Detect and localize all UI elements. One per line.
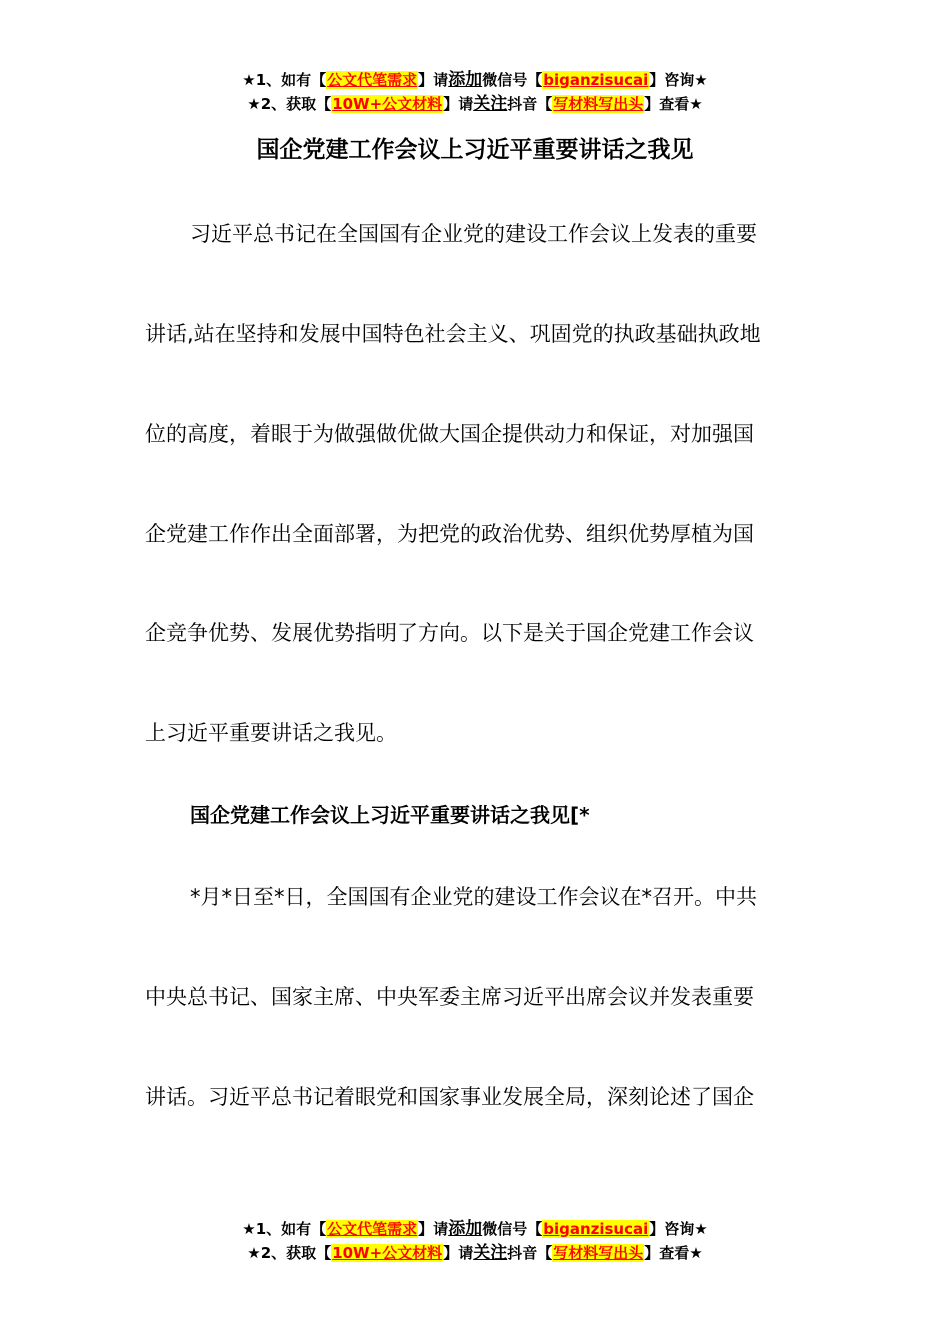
paragraph-line: 上习近平重要讲话之我见。 <box>145 721 397 745</box>
banner-text: 】请 <box>418 1220 449 1238</box>
banner-text: ★2、获取【 <box>247 1244 332 1262</box>
banner-text: 】请 <box>418 71 449 89</box>
banner-text: 】咨询★ <box>649 1220 708 1238</box>
banner-highlight: 写材料写出头 <box>553 95 644 113</box>
banner-highlight: 10W+公文材料 <box>332 1244 443 1262</box>
banner-text: 】查看★ <box>644 1244 703 1262</box>
banner-emphasis: 添加 <box>448 1219 483 1239</box>
paragraph-line: 企党建工作作出全面部署，为把党的政治优势、组织优势厚植为国 <box>145 522 754 546</box>
banner-text: 抖音【 <box>507 1244 553 1262</box>
paragraph-line: 习近平总书记在全国国有企业党的建设工作会议上发表的重要 <box>190 222 757 246</box>
banner-text: 】请 <box>443 1244 474 1262</box>
banner-text: 微信号【 <box>482 71 543 89</box>
banner-text: ★1、如有【 <box>242 1220 327 1238</box>
banner-highlight: 写材料写出头 <box>553 1244 644 1262</box>
banner-text: 】咨询★ <box>649 71 708 89</box>
banner-highlight: 10W+公文材料 <box>332 95 443 113</box>
banner-line-2 <box>0 1241 950 1265</box>
paragraph-line: *月*日至*日，全国国有企业党的建设工作会议在*召开。中共 <box>190 885 757 909</box>
banner-text: 抖音【 <box>507 95 553 113</box>
paragraph-line: 讲话。习近平总书记着眼党和国家事业发展全局，深刻论述了国企 <box>145 1085 754 1109</box>
banner-emphasis: 添加 <box>448 70 483 90</box>
banner-highlight: biganzisucai <box>543 71 649 89</box>
banner-text: 】查看★ <box>644 95 703 113</box>
banner-text: ★1、如有【 <box>242 71 327 89</box>
banner-line-1 <box>0 1217 950 1241</box>
banner-emphasis: 关注 <box>473 1243 508 1263</box>
paragraph-line: 企竞争优势、发展优势指明了方向。以下是关于国企党建工作会议 <box>145 621 754 645</box>
paragraph-line: 讲话,站在坚持和发展中国特色社会主义、巩固党的执政基础执政地 <box>145 322 761 346</box>
header-banner <box>0 68 950 116</box>
footer-banner <box>0 1217 950 1265</box>
banner-highlight: biganzisucai <box>543 1220 649 1238</box>
banner-highlight: 公文代笔需求 <box>327 71 418 89</box>
banner-highlight: 公文代笔需求 <box>327 1220 418 1238</box>
banner-text: 】请 <box>443 95 474 113</box>
section-heading: 国企党建工作会议上习近平重要讲话之我见[* <box>190 803 590 827</box>
banner-text: ★2、获取【 <box>247 95 332 113</box>
banner-text: 微信号【 <box>482 1220 543 1238</box>
document-title: 国企党建工作会议上习近平重要讲话之我见 <box>256 137 694 163</box>
banner-line-1 <box>0 68 950 92</box>
paragraph-line: 中央总书记、国家主席、中央军委主席习近平出席会议并发表重要 <box>145 985 754 1009</box>
paragraph-line: 位的高度，着眼于为做强做优做大国企提供动力和保证，对加强国 <box>145 422 754 446</box>
banner-line-2 <box>0 92 950 116</box>
banner-emphasis: 关注 <box>473 94 508 114</box>
